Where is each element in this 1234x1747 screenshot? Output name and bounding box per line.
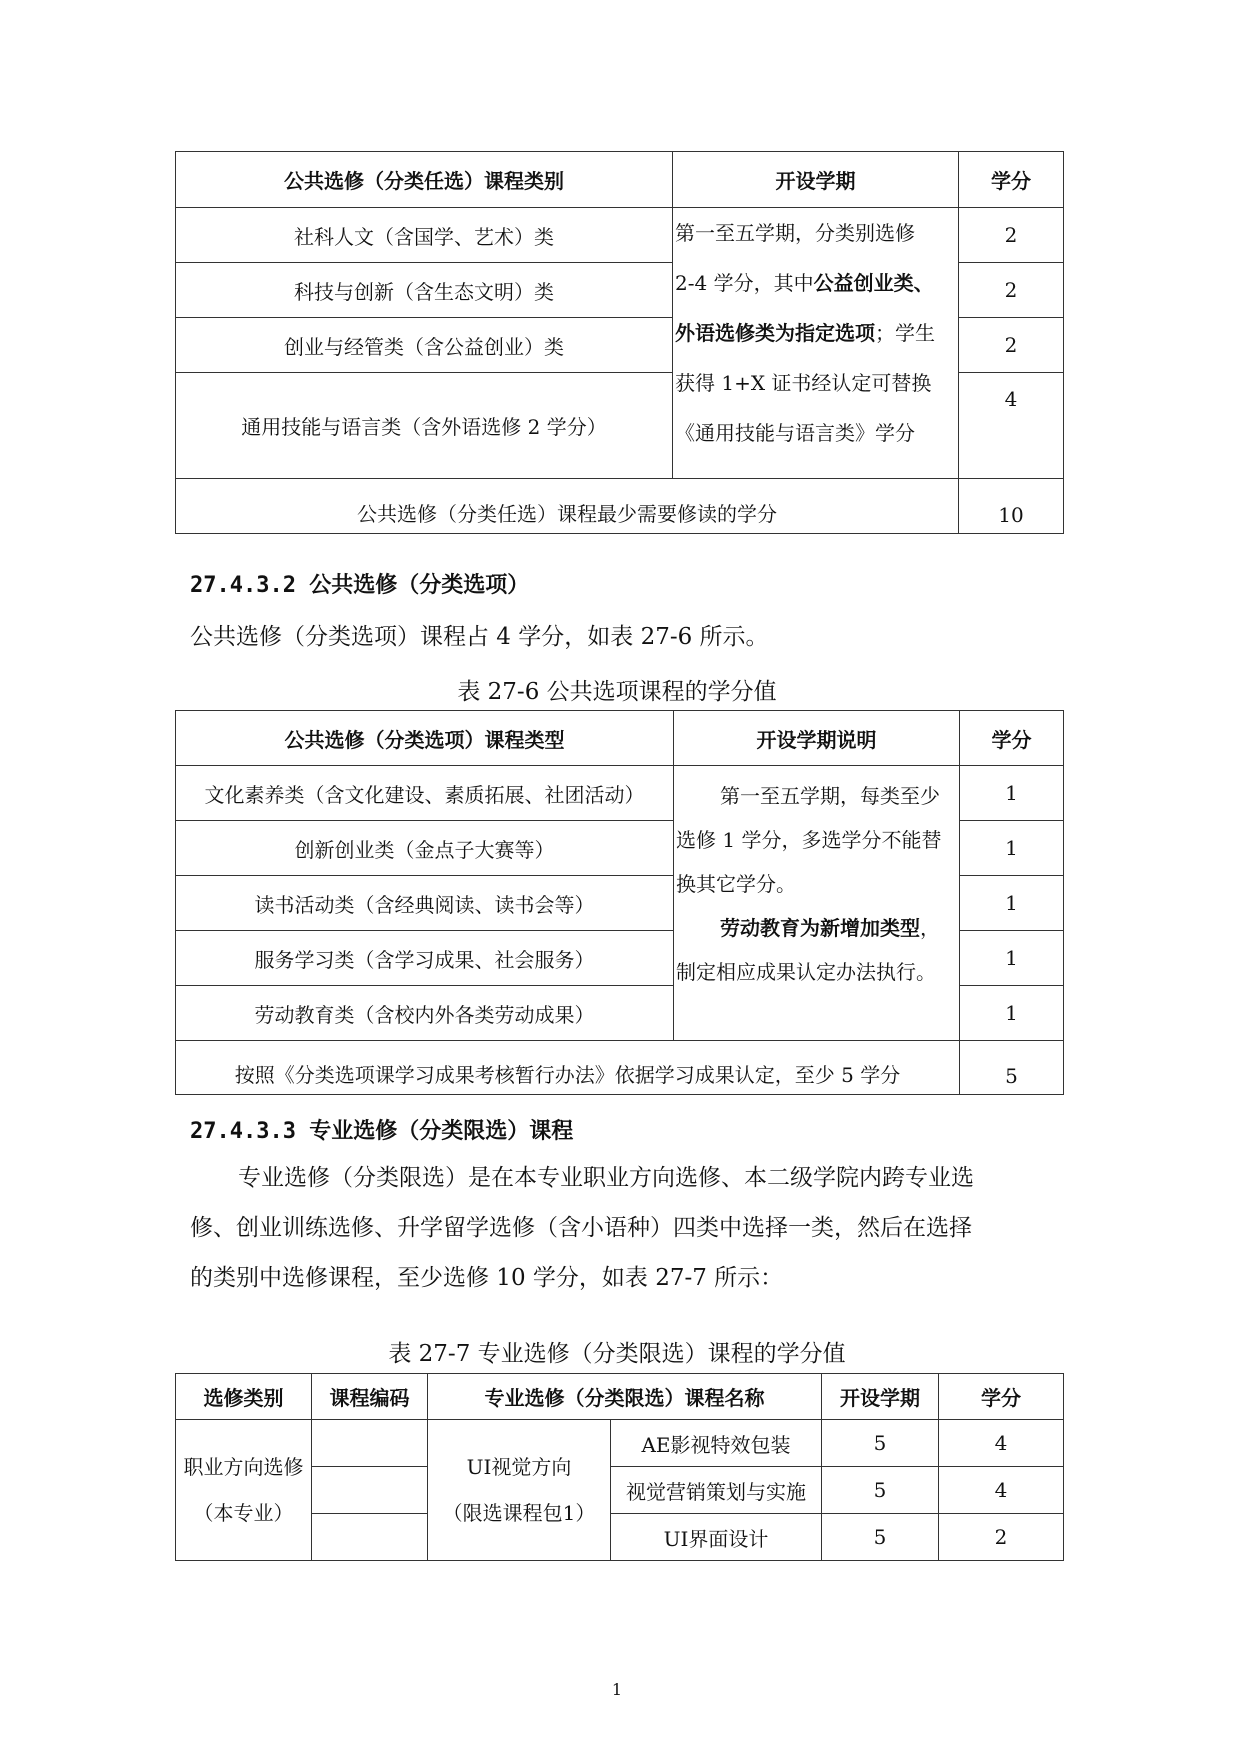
page-number: 1	[611, 1680, 623, 1699]
table3-header-code: 课程编码	[312, 1374, 428, 1420]
table2-row-category: 创新创业类（金点子大赛等）	[176, 821, 674, 876]
table1-term-description	[673, 208, 959, 479]
table1-row-credit: 4	[959, 373, 1064, 479]
table2-total-label: 按照《分类选项课学习成果考核暂行办法》依据学习成果认定，至少 5 学分	[176, 1041, 960, 1095]
table2-row-credit: 1	[960, 766, 1064, 821]
term-line	[676, 906, 957, 950]
elective-category-table	[175, 151, 1064, 534]
section-paragraph	[190, 1153, 1050, 1303]
category-line: （本专业）	[193, 1501, 294, 1525]
section-heading	[190, 1114, 573, 1145]
table2-row-category: 读书活动类（含经典阅读、读书会等）	[176, 876, 674, 931]
term-line: 制定相应成果认定办法执行。	[676, 960, 936, 984]
category-line: 职业方向选修	[183, 1455, 304, 1479]
table1-header-category: 公共选修（分类任选）课程类别	[176, 152, 673, 208]
term-text: ；学生	[875, 321, 935, 345]
section-number: 27.4.3.2	[190, 573, 296, 598]
table1-row-category: 科技与创新（含生态文明）类	[176, 263, 673, 318]
table2-term-description	[674, 766, 960, 1041]
table1-total-credit: 10	[959, 479, 1064, 534]
table1-total-label: 公共选修（分类任选）课程最少需要修读的学分	[176, 479, 959, 534]
table-caption: 表 27-6 公共选项课程的学分值	[457, 679, 777, 705]
table1-row-credit: 2	[959, 318, 1064, 373]
term-emphasis: 外语选修类为指定选项	[675, 321, 875, 345]
table3-code	[312, 1467, 428, 1514]
table1-row-category: 社科人文（含国学、艺术）类	[176, 208, 673, 263]
term-line: 选修 1 学分，多选学分不能替	[676, 828, 942, 852]
table3-credit: 4	[939, 1420, 1064, 1467]
paragraph-line: 修、创业训练选修、升学留学选修（含小语种）四类中选择一类，然后在选择	[190, 1215, 972, 1241]
major-elective-table	[175, 1373, 1064, 1561]
table2-row-category: 劳动教育类（含校内外各类劳动成果）	[176, 986, 674, 1041]
table2-row-credit: 1	[960, 821, 1064, 876]
table3-header-name: 专业选修（分类限选）课程名称	[428, 1374, 822, 1420]
term-emphasis: 公益创业类、	[813, 271, 934, 295]
term-line: 第一至五学期，分类别选修	[675, 221, 915, 245]
table2-header-term: 开设学期说明	[674, 711, 960, 766]
table3-course-name: 视觉营销策划与实施	[611, 1467, 822, 1514]
elective-option-table	[175, 710, 1064, 1095]
table2-row-credit: 1	[960, 986, 1064, 1041]
section-heading	[190, 568, 529, 599]
paragraph-line: 的类别中选修课程，至少选修 10 学分，如表 27-7 所示：	[190, 1265, 784, 1291]
table2-header-credit: 学分	[960, 711, 1064, 766]
table3-term: 5	[822, 1467, 939, 1514]
section-paragraph: 公共选修（分类选项）课程占 4 学分，如表 27-6 所示。	[190, 624, 769, 650]
table2-row-credit: 1	[960, 931, 1064, 986]
table2-row-category: 服务学习类（含学习成果、社会服务）	[176, 931, 674, 986]
term-line: 第一至五学期，每类至少	[720, 784, 940, 808]
table2-row-category: 文化素养类（含文化建设、素质拓展、社团活动）	[176, 766, 674, 821]
group-line: UI视觉方向	[466, 1455, 572, 1479]
table3-term: 5	[822, 1514, 939, 1561]
section-title: 公共选修（分类选项）	[309, 573, 530, 598]
table3-header-term: 开设学期	[822, 1374, 939, 1420]
term-emphasis: 劳动教育为新增加类型	[720, 916, 920, 940]
table1-header-term: 开设学期	[673, 152, 959, 208]
table1-header-credit: 学分	[959, 152, 1064, 208]
table3-course-group	[428, 1420, 611, 1561]
term-line	[675, 308, 956, 358]
table3-course-name: UI界面设计	[611, 1514, 822, 1561]
table3-code	[312, 1420, 428, 1467]
table3-header-credit: 学分	[939, 1374, 1064, 1420]
section-number: 27.4.3.3	[190, 1119, 296, 1144]
paragraph-line: 专业选修（分类限选）是在本专业职业方向选修、本二级学院内跨专业选	[238, 1165, 974, 1191]
section-title: 专业选修（分类限选）课程	[309, 1119, 574, 1144]
table2-row-credit: 1	[960, 876, 1064, 931]
table1-row-category: 创业与经管类（含公益创业）类	[176, 318, 673, 373]
table3-course-name: AE影视特效包装	[611, 1420, 822, 1467]
table3-credit: 4	[939, 1467, 1064, 1514]
group-line: （限选课程包1）	[442, 1501, 596, 1525]
table3-category	[176, 1420, 312, 1561]
term-text: ，	[920, 916, 940, 940]
table1-row-credit: 2	[959, 263, 1064, 318]
term-line	[675, 258, 956, 308]
table2-total-credit: 5	[960, 1041, 1064, 1095]
term-text: 2-4 学分，其中	[675, 271, 814, 295]
table3-code	[312, 1514, 428, 1561]
term-line: 换其它学分。	[676, 872, 796, 896]
table2-header-category: 公共选修（分类选项）课程类型	[176, 711, 674, 766]
table3-credit: 2	[939, 1514, 1064, 1561]
term-line: 获得 1+X 证书经认定可替换	[675, 371, 932, 395]
table-caption: 表 27-7 专业选修（分类限选）课程的学分值	[388, 1341, 846, 1367]
table1-row-category: 通用技能与语言类（含外语选修 2 学分）	[176, 373, 673, 479]
table3-header-type: 选修类别	[176, 1374, 312, 1420]
table3-term: 5	[822, 1420, 939, 1467]
term-line: 《通用技能与语言类》学分	[675, 421, 915, 445]
table1-row-credit: 2	[959, 208, 1064, 263]
